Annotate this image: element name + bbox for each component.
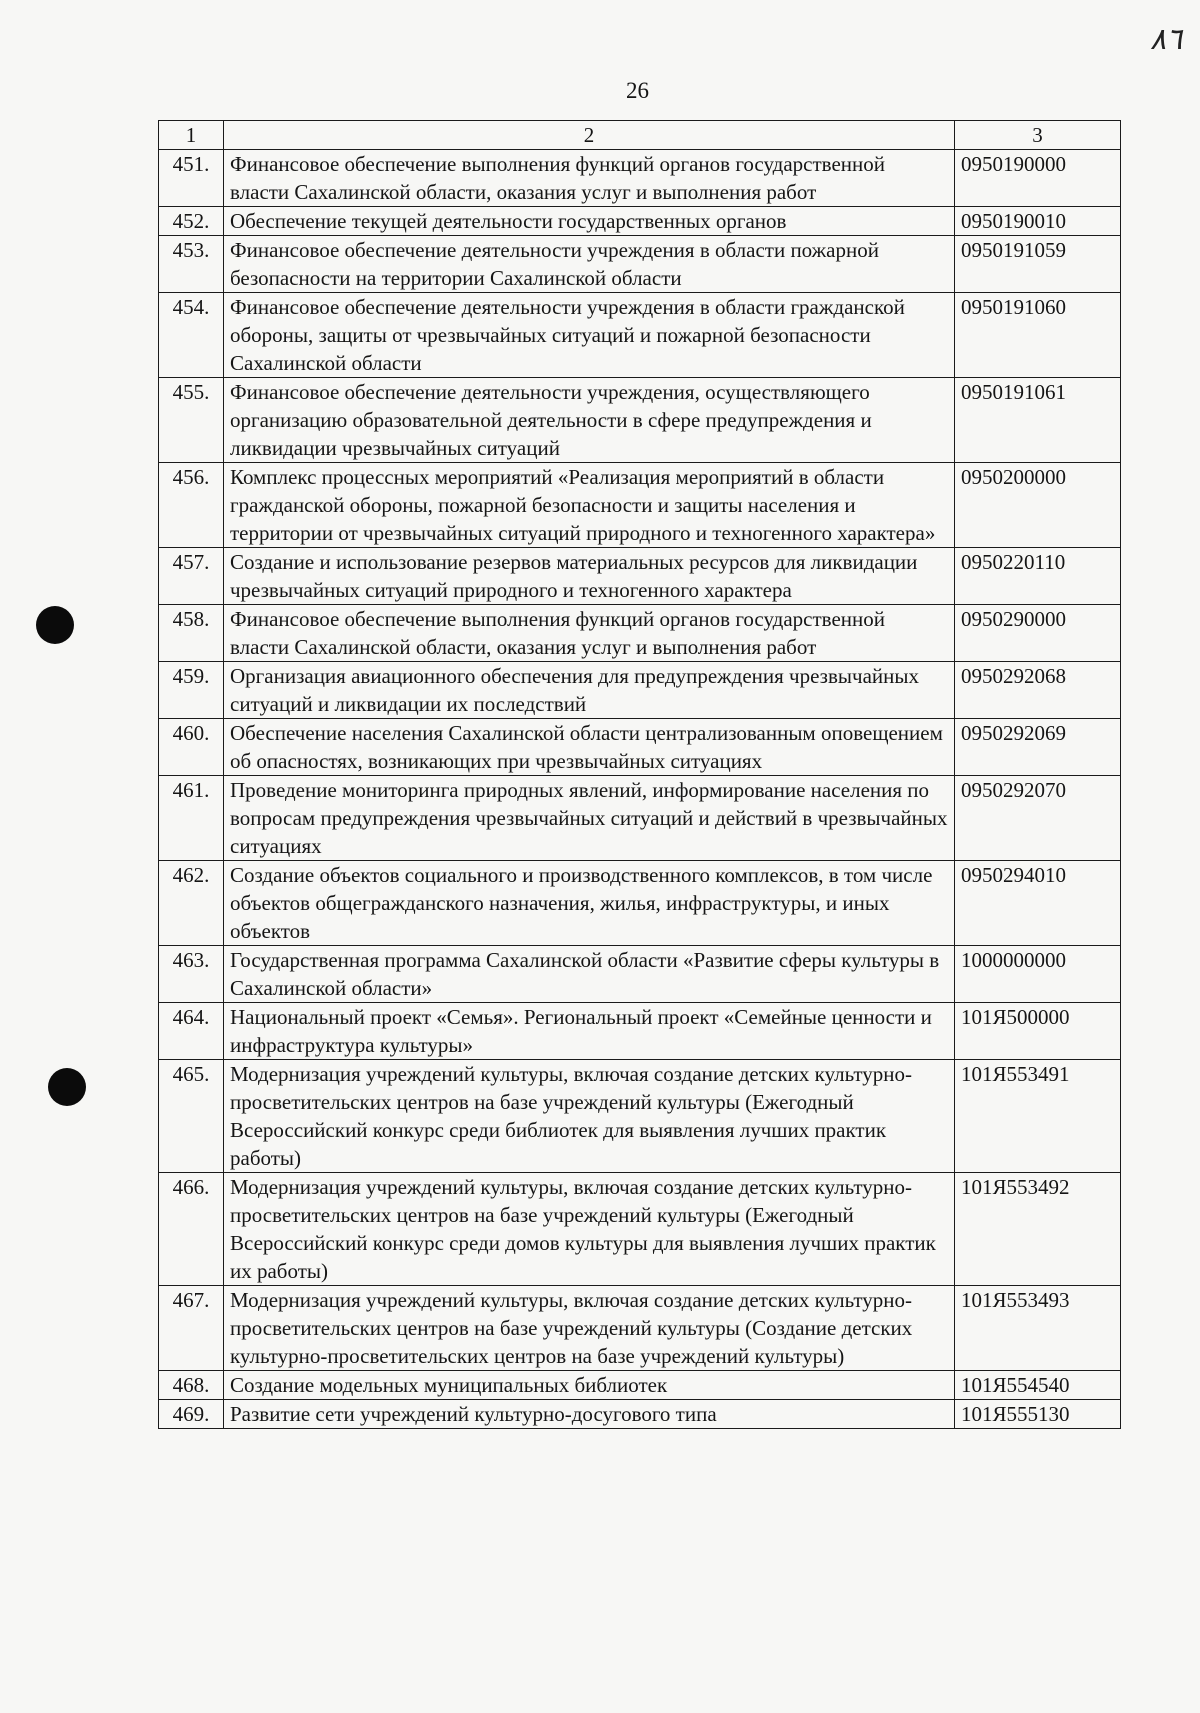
table-row (159, 1400, 1121, 1429)
row-number: 460. (159, 719, 224, 776)
row-description: Финансовое обеспечение деятельности учреждения, осуществляющего организацию образовательной деятельности в сфере предупреждения и ликвидации чрезвычайных ситуаций (224, 378, 955, 463)
table-row (159, 293, 1121, 378)
row-number: 469. (159, 1400, 224, 1429)
table-row (159, 662, 1121, 719)
table-row (159, 548, 1121, 605)
row-description: Организация авиационного обеспечения для предупреждения чрезвычайных ситуаций и ликвидации их последствий (224, 662, 955, 719)
table-row (159, 1286, 1121, 1371)
row-number: 466. (159, 1173, 224, 1286)
row-description: Модернизация учреждений культуры, включая создание детских культурно-просветительских центров на базе учреждений культуры (Создание детских культурно-просветительских центров на базе учреждений культуры) (224, 1286, 955, 1371)
row-code: 0950292069 (955, 719, 1121, 776)
row-description: Создание объектов социального и производственного комплексов, в том числе объектов общегражданского назначения, жилья, инфраструктуры, и иных объектов (224, 861, 955, 946)
row-code: 101Я553491 (955, 1060, 1121, 1173)
row-description: Государственная программа Сахалинской области «Развитие сферы культуры в Сахалинской области» (224, 946, 955, 1003)
row-code: 0950220110 (955, 548, 1121, 605)
row-code: 0950290000 (955, 605, 1121, 662)
row-number: 464. (159, 1003, 224, 1060)
row-description: Модернизация учреждений культуры, включая создание детских культурно-просветительских центров на базе учреждений культуры (Ежегодный Всероссийский конкурс среди домов культуры для выявления лучших практик их работы) (224, 1173, 955, 1286)
row-code: 0950190010 (955, 207, 1121, 236)
row-number: 452. (159, 207, 224, 236)
row-code: 101Я553493 (955, 1286, 1121, 1371)
row-description: Создание модельных муниципальных библиотек (224, 1371, 955, 1400)
table-row (159, 150, 1121, 207)
row-number: 465. (159, 1060, 224, 1173)
row-code: 101Я554540 (955, 1371, 1121, 1400)
classification-table (158, 120, 1121, 1429)
row-description: Комплекс процессных мероприятий «Реализация мероприятий в области гражданской обороны, пожарной безопасности и защиты населения и территории от чрезвычайных ситуаций природного и техногенного характера» (224, 463, 955, 548)
row-number: 463. (159, 946, 224, 1003)
row-number: 461. (159, 776, 224, 861)
table-row (159, 776, 1121, 861)
punch-hole (36, 606, 74, 644)
row-code: 101Я500000 (955, 1003, 1121, 1060)
table-row (159, 1173, 1121, 1286)
row-description: Обеспечение населения Сахалинской области централизованным оповещением об опасностях, возникающих при чрезвычайных ситуациях (224, 719, 955, 776)
row-number: 457. (159, 548, 224, 605)
row-description: Финансовое обеспечение деятельности учреждения в области гражданской обороны, защиты от чрезвычайных ситуаций и пожарной безопасности Сахалинской области (224, 293, 955, 378)
row-code: 1000000000 (955, 946, 1121, 1003)
row-description: Финансовое обеспечение выполнения функций органов государственной власти Сахалинской области, оказания услуг и выполнения работ (224, 605, 955, 662)
row-number: 459. (159, 662, 224, 719)
row-code: 101Я553492 (955, 1173, 1121, 1286)
row-number: 451. (159, 150, 224, 207)
row-number: 468. (159, 1371, 224, 1400)
table-row (159, 207, 1121, 236)
header-col-1: 1 (159, 121, 224, 150)
header-col-3: 3 (955, 121, 1121, 150)
row-number: 454. (159, 293, 224, 378)
row-description: Национальный проект «Семья». Региональный проект «Семейные ценности и инфраструктура культуры» (224, 1003, 955, 1060)
corner-handwritten-mark: ٨٦ (1150, 23, 1183, 56)
table-row (159, 378, 1121, 463)
row-number: 455. (159, 378, 224, 463)
row-description: Модернизация учреждений культуры, включая создание детских культурно-просветительских центров на базе учреждений культуры (Ежегодный Всероссийский конкурс среди библиотек для выявления лучших практик работы) (224, 1060, 955, 1173)
row-code: 0950292070 (955, 776, 1121, 861)
row-number: 458. (159, 605, 224, 662)
row-number: 453. (159, 236, 224, 293)
row-code: 0950200000 (955, 463, 1121, 548)
row-number: 456. (159, 463, 224, 548)
punch-hole (48, 1068, 86, 1106)
table-row (159, 946, 1121, 1003)
row-description: Проведение мониторинга природных явлений, информирование населения по вопросам предупреждения чрезвычайных ситуаций и действий в чрезвычайных ситуациях (224, 776, 955, 861)
page-number: 26 (626, 78, 649, 103)
row-code: 0950292068 (955, 662, 1121, 719)
table-row (159, 1003, 1121, 1060)
row-code: 0950191060 (955, 293, 1121, 378)
row-description: Обеспечение текущей деятельности государственных органов (224, 207, 955, 236)
row-code: 101Я555130 (955, 1400, 1121, 1429)
table-row (159, 1371, 1121, 1400)
table-row (159, 605, 1121, 662)
table-header-row (159, 121, 1121, 150)
row-code: 0950190000 (955, 150, 1121, 207)
table-row (159, 463, 1121, 548)
row-description: Финансовое обеспечение деятельности учреждения в области пожарной безопасности на территории Сахалинской области (224, 236, 955, 293)
row-description: Развитие сети учреждений культурно-досугового типа (224, 1400, 955, 1429)
table-row (159, 719, 1121, 776)
row-number: 462. (159, 861, 224, 946)
row-number: 467. (159, 1286, 224, 1371)
row-code: 0950191061 (955, 378, 1121, 463)
row-description: Создание и использование резервов материальных ресурсов для ликвидации чрезвычайных ситуаций природного и техногенного характера (224, 548, 955, 605)
table-row (159, 861, 1121, 946)
header-col-2: 2 (224, 121, 955, 150)
table-row (159, 1060, 1121, 1173)
row-description: Финансовое обеспечение выполнения функций органов государственной власти Сахалинской области, оказания услуг и выполнения работ (224, 150, 955, 207)
row-code: 0950294010 (955, 861, 1121, 946)
table-row (159, 236, 1121, 293)
row-code: 0950191059 (955, 236, 1121, 293)
